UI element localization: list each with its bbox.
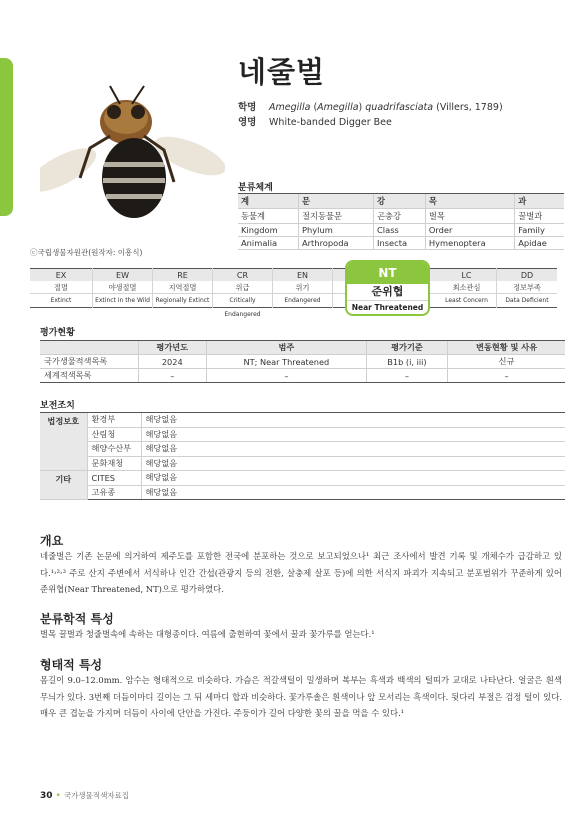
protection-row bbox=[40, 413, 565, 428]
book-title: 국가생물적색자료집 bbox=[63, 791, 130, 800]
assessment-cell: 신규 bbox=[448, 355, 565, 369]
taxonomy-cell: Family bbox=[515, 224, 564, 237]
sci-author: (Villers, 1789) bbox=[436, 102, 503, 113]
morphology-heading: 형태적 특성 bbox=[40, 658, 103, 672]
taxonomic-features-text: 벌목 꿀벌과 청줄벌속에 속하는 대형종이다. 여름에 출현하여 꽃에서 꿀과 꽃가루를 얻는다.¹ bbox=[40, 629, 375, 639]
protection-value: 해당없음 bbox=[141, 485, 565, 500]
category-english: Critically Endangered bbox=[213, 294, 272, 308]
category-code: RE bbox=[153, 268, 212, 281]
footer-separator-icon: • bbox=[55, 791, 61, 801]
taxonomy-cell: Hymenoptera bbox=[425, 237, 514, 250]
redlist-category-scale bbox=[30, 268, 557, 318]
assessment-cell: 국가생물적색목록 bbox=[40, 355, 138, 369]
assessment-cell: 평가기준 bbox=[366, 341, 447, 355]
assessment-cell: 변동현황 및 사유 bbox=[448, 341, 565, 355]
taxonomy-cell: 곤충강 bbox=[374, 209, 426, 224]
protection-agency: 산림청 bbox=[87, 427, 141, 442]
protection-heading: 보전조치 bbox=[40, 401, 75, 411]
page-number: 30 bbox=[40, 791, 53, 801]
english-name: White-banded Digger Bee bbox=[269, 117, 392, 128]
category-code: EW bbox=[93, 268, 152, 281]
protection-row bbox=[40, 456, 565, 471]
taxonomy-cell: 꿀벌과 bbox=[515, 209, 564, 224]
taxonomy-cell: Order bbox=[425, 224, 514, 237]
taxonomy-header-row bbox=[238, 194, 564, 209]
sci-genus: Amegilla bbox=[269, 102, 311, 113]
assessment-cell: – bbox=[138, 369, 207, 383]
protection-agency: 해양수산부 bbox=[87, 442, 141, 457]
taxonomy-cell: 강 bbox=[374, 194, 426, 209]
category-code: EN bbox=[273, 268, 332, 281]
taxonomy-cell: Arthropoda bbox=[298, 237, 373, 250]
category-dd bbox=[497, 268, 557, 308]
taxonomy-cell: Insecta bbox=[374, 237, 426, 250]
protection-agency: 문화재청 bbox=[87, 456, 141, 471]
protection-value: 해당없음 bbox=[141, 456, 565, 471]
category-english: Extinct bbox=[30, 294, 92, 308]
category-ew bbox=[93, 268, 153, 308]
category-korean: 준위협 bbox=[371, 285, 404, 298]
assessment-cell: – bbox=[448, 369, 565, 383]
assessment-cell: 2024 bbox=[138, 355, 207, 369]
category-ex bbox=[30, 268, 93, 308]
taxonomy-table bbox=[238, 193, 564, 250]
scientific-name-label: 학명 bbox=[238, 102, 257, 113]
bee-photo bbox=[40, 78, 225, 228]
protection-group-label: 기타 bbox=[40, 471, 87, 500]
taxonomy-cell: 절지동물문 bbox=[298, 209, 373, 224]
assessment-cell: – bbox=[207, 369, 367, 383]
protection-row bbox=[40, 485, 565, 500]
category-re bbox=[153, 268, 213, 308]
taxonomic-features-heading: 분류학적 특성 bbox=[40, 612, 114, 626]
assessment-row bbox=[40, 355, 565, 369]
assessment-table bbox=[40, 340, 565, 383]
protection-row bbox=[40, 471, 565, 486]
scientific-name-row bbox=[238, 100, 503, 115]
protection-group-label: 법정보호 bbox=[40, 413, 87, 471]
category-korean: 위급 bbox=[213, 281, 272, 294]
taxonomy-cell: 계 bbox=[238, 194, 298, 209]
category-english: Data Deficient bbox=[497, 294, 557, 308]
category-nt-highlight bbox=[345, 260, 430, 316]
taxonomy-korean-row bbox=[238, 209, 564, 224]
english-name-label: 영명 bbox=[238, 117, 257, 128]
assessment-heading: 평가현황 bbox=[40, 328, 75, 338]
category-korean: 지역절멸 bbox=[153, 281, 212, 294]
english-name-row bbox=[238, 115, 503, 130]
taxonomy-cell: Phylum bbox=[298, 224, 373, 237]
protection-value: 해당없음 bbox=[141, 427, 565, 442]
assessment-cell: 범주 bbox=[207, 341, 367, 355]
category-english: Extinct in the Wild bbox=[93, 294, 152, 308]
assessment-cell: 평가년도 bbox=[138, 341, 207, 355]
assessment-header-row bbox=[40, 341, 565, 355]
category-english: Near Threatened bbox=[347, 300, 428, 313]
category-code: LC bbox=[437, 268, 496, 281]
category-cr bbox=[213, 268, 273, 318]
taxonomy-cell: 벌목 bbox=[425, 209, 514, 224]
taxonomy-cell: 목 bbox=[425, 194, 514, 209]
assessment-cell bbox=[40, 341, 138, 355]
taxonomy-cell: 동물계 bbox=[238, 209, 298, 224]
overview-text: 네줄벌은 기존 논문에 의거하여 제주도를 포함한 전국에 분포하는 것으로 보고되었으나¹ 최근 조사에서 발견 기록 및 개체수가 급감하고 있다.¹˒²˒³ 주로 산지 주변에서 서식하나 인간 간섭(관광지 등의 전환, 살충제 살포 등)에 의한 서식지 파괴가 지속되고 분포범위가 꾸준하게 있어 준위협(Near Threatened, NT)으로 평가하였다. bbox=[40, 551, 562, 594]
category-lc bbox=[437, 268, 497, 308]
category-code: EX bbox=[30, 268, 92, 281]
protection-value: 해당없음 bbox=[141, 413, 565, 428]
assessment-cell: B1b (i, iii) bbox=[366, 355, 447, 369]
taxonomy-latin-row bbox=[238, 237, 564, 250]
category-code: NT bbox=[347, 262, 428, 284]
category-korean: 정보부족 bbox=[497, 281, 557, 294]
species-title: 네줄벌 bbox=[238, 55, 326, 89]
category-code: CR bbox=[213, 268, 272, 281]
taxonomy-cell: Kingdom bbox=[238, 224, 298, 237]
sci-subgenus-wrap: (Amegilla) bbox=[313, 102, 363, 113]
photo-credit: ⓒ국립생물자원관(원작자: 이흥식) bbox=[30, 248, 143, 257]
taxonomy-cell: 문 bbox=[298, 194, 373, 209]
protection-value: 해당없음 bbox=[141, 471, 565, 486]
taxonomy-cell: Apidae bbox=[515, 237, 564, 250]
taxonomy-cell: Class bbox=[374, 224, 426, 237]
page-footer bbox=[40, 790, 129, 801]
taxonomy-english-row bbox=[238, 224, 564, 237]
assessment-row bbox=[40, 369, 565, 383]
species-names bbox=[238, 100, 503, 130]
morphology-text: 몸길이 9.0–12.0mm. 암수는 형태적으로 비슷하다. 가슴은 적갈색털이 밀생하며 복부는 흑색과 백색의 털띠가 교대로 나타난다. 얼굴은 흰색 무늬가 있다. 3번째 더듬이마디 길이는 그 뒤 세마디 합과 비슷하다. 꽃가루솔은 흰색이나 앞 모서리는 흑색이다. 뒷다리 부절은 검정 털이 있다. 매우 큰 겹눈을 가지며 더듬이 사이에 단안을 가진다. 주둥이가 길어 다양한 꽃의 꿀을 먹을 수 있다.¹ bbox=[40, 675, 562, 718]
protection-row bbox=[40, 442, 565, 457]
taxonomy-cell: Animalia bbox=[238, 237, 298, 250]
protection-value: 해당없음 bbox=[141, 442, 565, 457]
protection-table bbox=[40, 412, 565, 500]
category-korean: 야생절멸 bbox=[93, 281, 152, 294]
taxonomy-cell: 과 bbox=[515, 194, 564, 209]
sci-epithet: quadrifasciata bbox=[365, 102, 434, 113]
taxonomy-heading: 분류체계 bbox=[238, 183, 273, 193]
category-en bbox=[273, 268, 333, 308]
assessment-cell: 세계적색목록 bbox=[40, 369, 138, 383]
category-english: Least Concern bbox=[437, 294, 496, 308]
sci-subgenus: Amegilla bbox=[317, 102, 359, 113]
category-code: DD bbox=[497, 268, 557, 281]
page-accent-tab bbox=[0, 58, 13, 216]
assessment-cell: – bbox=[366, 369, 447, 383]
protection-row bbox=[40, 427, 565, 442]
overview-heading: 개요 bbox=[40, 534, 64, 548]
protection-agency: 고유종 bbox=[87, 485, 141, 500]
category-english: Endangered bbox=[273, 294, 332, 308]
assessment-cell: NT; Near Threatened bbox=[207, 355, 367, 369]
category-korean: 절멸 bbox=[30, 281, 92, 294]
category-english: Regionally Extinct bbox=[153, 294, 212, 308]
category-korean: 위기 bbox=[273, 281, 332, 294]
category-korean: 최소관심 bbox=[437, 281, 496, 294]
protection-agency: 환경부 bbox=[87, 413, 141, 428]
protection-agency: CITES bbox=[87, 471, 141, 486]
